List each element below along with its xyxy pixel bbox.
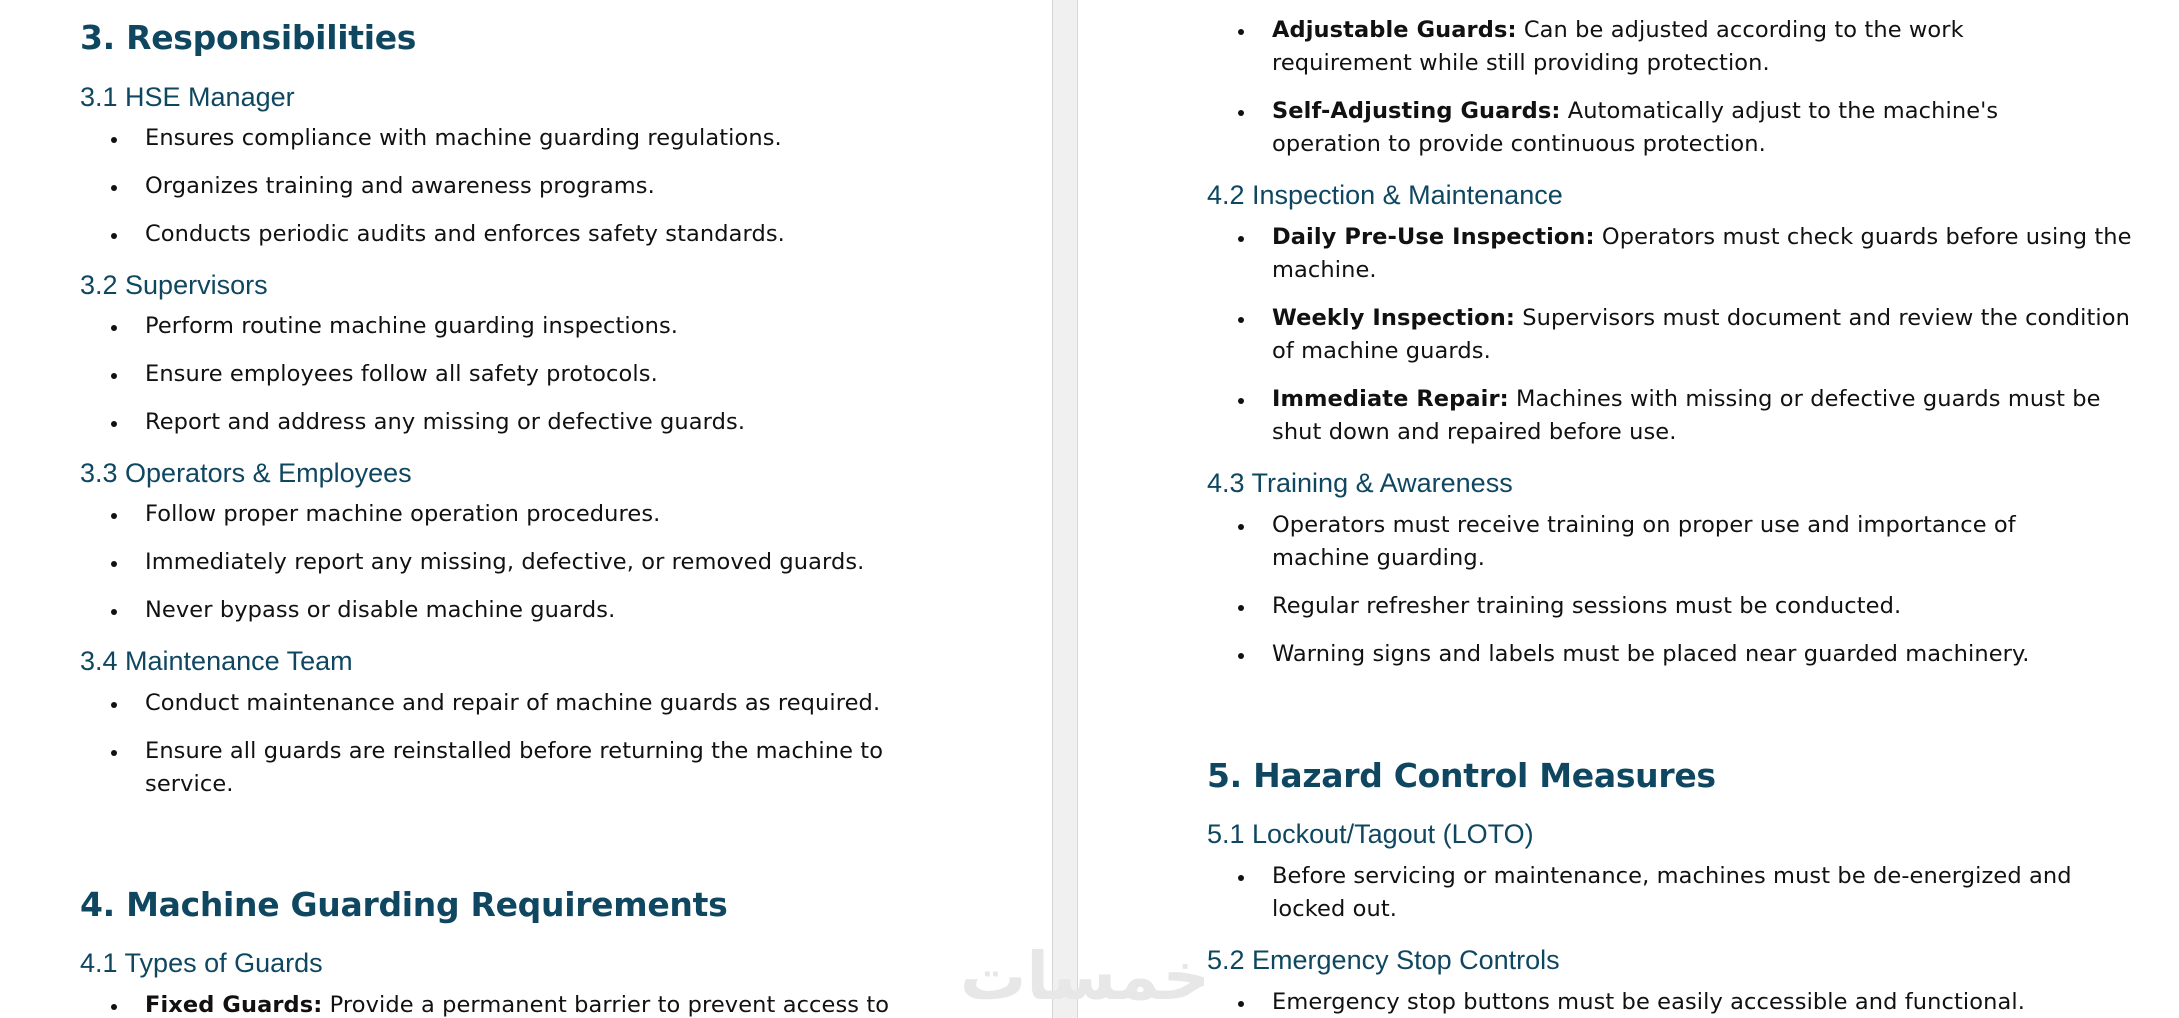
item-term: Self-Adjusting Guards: [1272, 98, 1561, 124]
bullet-list-3-4 [80, 687, 900, 801]
list-item: Ensures compliance with machine guarding regulations. [80, 122, 960, 155]
subheading-4-3: 4.3 Training & Awareness [1207, 468, 1513, 498]
watermark-logo: خمسات [960, 938, 1211, 1015]
item-text: Machines with missing or defective guards must be shut down and repaired before use. [1272, 386, 2101, 445]
subheading-3-2: 3.2 Supervisors [80, 270, 268, 300]
section-heading-4: 4. Machine Guarding Requirements [80, 885, 728, 924]
list-item [1207, 95, 2067, 161]
list-item: Perform routine machine guarding inspections. [80, 310, 960, 343]
list-item: Before servicing or maintenance, machines must be de-energized and locked out. [1207, 860, 2127, 926]
item-term: Daily Pre-Use Inspection: [1272, 224, 1595, 250]
section-heading-3: 3. Responsibilities [80, 18, 417, 57]
bullet-list-5-2 [1207, 986, 2127, 1018]
section-heading-5: 5. Hazard Control Measures [1207, 756, 1716, 795]
list-item: Never bypass or disable machine guards. [80, 594, 960, 627]
list-item [1207, 383, 2137, 449]
list-item: Follow proper machine operation procedures. [80, 498, 960, 531]
subheading-4-2: 4.2 Inspection & Maintenance [1207, 180, 1563, 210]
item-text: Operators must check guards before using the machine. [1272, 224, 2132, 283]
list-item: Operators must receive training on proper use and importance of machine guarding. [1207, 509, 2087, 575]
list-item [1207, 14, 2067, 80]
document-page-left [0, 0, 1052, 1018]
bullet-list-4-1 [80, 989, 980, 1018]
bullet-list-5-1 [1207, 860, 2127, 926]
list-item: Immediately report any missing, defective, or removed guards. [80, 546, 960, 579]
list-item: Emergency stop buttons must be easily accessible and functional. [1207, 986, 2127, 1018]
subheading-3-4: 3.4 Maintenance Team [80, 646, 353, 676]
bullet-list-3-2 [80, 310, 960, 439]
list-item: Conduct maintenance and repair of machine guards as required. [80, 687, 900, 720]
item-text: Provide a permanent barrier to prevent access to [322, 992, 890, 1018]
bullet-list-4-1-continued [1207, 14, 2067, 161]
item-term: Adjustable Guards: [1272, 17, 1517, 43]
item-term: Immediate Repair: [1272, 386, 1509, 412]
list-item [80, 989, 980, 1018]
item-term: Fixed Guards: [145, 992, 323, 1018]
page-gutter [1052, 0, 1078, 1018]
list-item [1207, 302, 2137, 368]
item-term: Weekly Inspection: [1272, 305, 1515, 331]
subheading-5-1: 5.1 Lockout/Tagout (LOTO) [1207, 819, 1534, 849]
bullet-list-4-2 [1207, 221, 2137, 449]
list-item: Organizes training and awareness programs. [80, 170, 960, 203]
item-text: Can be adjusted according to the work requirement while still providing protection. [1272, 17, 1964, 76]
bullet-list-4-3 [1207, 509, 2087, 671]
list-item: Ensure employees follow all safety protocols. [80, 358, 960, 391]
list-item: Ensure all guards are reinstalled before returning the machine to service. [80, 735, 900, 801]
item-text: Automatically adjust to the machine's operation to provide continuous protection. [1272, 98, 1999, 157]
subheading-5-2: 5.2 Emergency Stop Controls [1207, 945, 1560, 975]
list-item: Report and address any missing or defective guards. [80, 406, 960, 439]
subheading-3-1: 3.1 HSE Manager [80, 82, 295, 112]
list-item: Warning signs and labels must be placed near guarded machinery. [1207, 638, 2087, 671]
list-item [1207, 221, 2137, 287]
subheading-4-1: 4.1 Types of Guards [80, 948, 323, 978]
list-item: Conducts periodic audits and enforces safety standards. [80, 218, 960, 251]
bullet-list-3-3 [80, 498, 960, 627]
bullet-list-3-1 [80, 122, 960, 251]
document-page-right [1078, 0, 2179, 1018]
item-text: Supervisors must document and review the condition of machine guards. [1272, 305, 2131, 364]
subheading-3-3: 3.3 Operators & Employees [80, 458, 412, 488]
list-item: Regular refresher training sessions must be conducted. [1207, 590, 2087, 623]
